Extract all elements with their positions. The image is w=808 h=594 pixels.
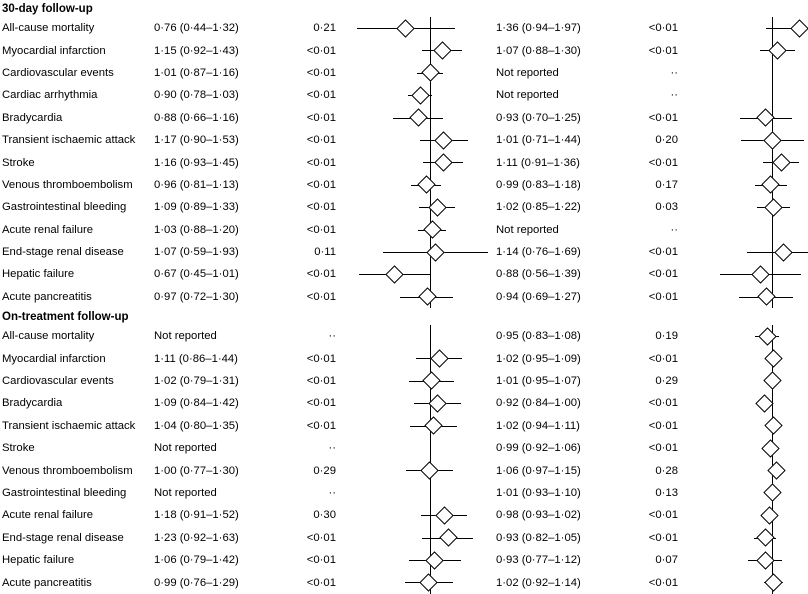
left-p-value: ·· bbox=[328, 442, 336, 455]
outcome-label: Cardiac arrhythmia bbox=[2, 89, 98, 102]
right-p-value: 0·19 bbox=[655, 330, 678, 343]
forest-plot-cell-right bbox=[690, 174, 808, 196]
point-estimate-diamond bbox=[764, 417, 782, 435]
right-estimate-value: 0·99 (0·92–1·06) bbox=[496, 442, 581, 455]
right-p-value: 0·29 bbox=[655, 375, 678, 388]
right-p-value: <0·01 bbox=[648, 531, 678, 544]
forest-plot-cell-left bbox=[348, 219, 496, 241]
point-estimate-diamond bbox=[409, 108, 427, 126]
table-row bbox=[0, 196, 808, 218]
right-p-value: 0·17 bbox=[655, 178, 678, 191]
point-estimate-diamond bbox=[762, 439, 780, 457]
left-estimate-value: 1·23 (0·92–1·63) bbox=[154, 531, 239, 544]
reference-line bbox=[772, 62, 773, 84]
forest-plot-cell-right bbox=[690, 39, 808, 61]
left-p-value: <0·01 bbox=[306, 554, 336, 567]
right-estimate-value: 1·01 (0·71–1·44) bbox=[496, 134, 581, 147]
point-estimate-diamond bbox=[385, 265, 403, 283]
point-estimate-diamond bbox=[755, 394, 773, 412]
outcome-label: Cardiovascular events bbox=[2, 375, 114, 388]
reference-line bbox=[772, 84, 773, 106]
outcome-label: All-cause mortality bbox=[2, 22, 95, 35]
right-estimate-value: 1·14 (0·76–1·69) bbox=[496, 246, 581, 259]
left-p-value: <0·01 bbox=[306, 66, 336, 79]
left-estimate-value: 1·09 (0·89–1·33) bbox=[154, 201, 239, 214]
right-estimate-value: 0·88 (0·56–1·39) bbox=[496, 268, 581, 281]
right-p-value: <0·01 bbox=[648, 22, 678, 35]
forest-plot-cell-right bbox=[690, 504, 808, 526]
outcome-label: Cardiovascular events bbox=[2, 66, 114, 79]
table-row bbox=[0, 17, 808, 39]
forest-plot-cell-left bbox=[348, 549, 496, 571]
right-p-value: <0·01 bbox=[648, 246, 678, 259]
table-row bbox=[0, 241, 808, 263]
forest-plot-cell-right bbox=[690, 151, 808, 173]
forest-plot-cell-left bbox=[348, 482, 496, 504]
point-estimate-diamond bbox=[763, 484, 781, 502]
point-estimate-diamond bbox=[761, 506, 779, 524]
right-estimate-value: 0·99 (0·83–1·18) bbox=[496, 178, 581, 191]
left-estimate-value: 1·02 (0·79–1·31) bbox=[154, 375, 239, 388]
forest-plot-cell-left bbox=[348, 527, 496, 549]
forest-plot-cell-right bbox=[690, 370, 808, 392]
right-p-value: 0·28 bbox=[655, 464, 678, 477]
reference-line bbox=[430, 325, 431, 347]
outcome-label: Hepatic failure bbox=[2, 268, 75, 281]
forest-plot-cell-left bbox=[348, 415, 496, 437]
right-estimate-value: 0·93 (0·70–1·25) bbox=[496, 111, 581, 124]
right-estimate-value: 1·02 (0·85–1·22) bbox=[496, 201, 581, 214]
forest-plot-cell-right bbox=[690, 549, 808, 571]
right-estimate-value: Not reported bbox=[496, 89, 559, 102]
left-p-value: <0·01 bbox=[306, 201, 336, 214]
forest-plot-cell-left bbox=[348, 39, 496, 61]
right-estimate-value: 1·36 (0·94–1·97) bbox=[496, 22, 581, 35]
outcome-label: Acute renal failure bbox=[2, 223, 94, 236]
right-estimate-value: 1·11 (0·91–1·36) bbox=[496, 156, 580, 169]
forest-plot-cell-right bbox=[690, 437, 808, 459]
left-p-value: <0·01 bbox=[306, 134, 336, 147]
left-p-value: <0·01 bbox=[306, 268, 336, 281]
point-estimate-diamond bbox=[768, 461, 786, 479]
table-row bbox=[0, 459, 808, 481]
right-p-value: <0·01 bbox=[648, 419, 678, 432]
right-p-value: ·· bbox=[670, 66, 678, 79]
left-estimate-value: Not reported bbox=[154, 487, 217, 499]
forest-plot-cell-right bbox=[690, 107, 808, 129]
table-row bbox=[0, 437, 808, 459]
point-estimate-diamond bbox=[424, 417, 442, 435]
left-p-value: <0·01 bbox=[306, 111, 336, 124]
forest-plot-cell-right bbox=[690, 325, 808, 347]
forest-plot-cell-right bbox=[690, 129, 808, 151]
point-estimate-diamond bbox=[430, 349, 448, 367]
table-row bbox=[0, 107, 808, 129]
table-row bbox=[0, 370, 808, 392]
table-row bbox=[0, 219, 808, 241]
outcome-label: All-cause mortality bbox=[2, 330, 95, 343]
left-estimate-value: Not reported bbox=[154, 442, 217, 455]
left-p-value: <0·01 bbox=[306, 290, 336, 303]
forest-plot-cell-left bbox=[348, 571, 496, 593]
reference-line bbox=[772, 219, 773, 241]
left-estimate-value: 1·18 (0·91–1·52) bbox=[154, 509, 239, 522]
left-p-value: <0·01 bbox=[306, 352, 336, 365]
forest-plot-cell-left bbox=[348, 62, 496, 84]
right-p-value: 0·07 bbox=[655, 554, 678, 567]
left-estimate-value: 0·97 (0·72–1·30) bbox=[154, 290, 239, 303]
forest-plot-cell-left bbox=[348, 241, 496, 263]
right-estimate-value: 0·92 (0·84–1·00) bbox=[496, 397, 581, 410]
outcome-label: Transient ischaemic attack bbox=[2, 134, 136, 147]
forest-plot-cell-left bbox=[348, 151, 496, 173]
left-estimate-value: 1·03 (0·88–1·20) bbox=[154, 223, 239, 236]
right-estimate-value: 1·02 (0·94–1·11) bbox=[496, 419, 580, 432]
point-estimate-diamond bbox=[421, 461, 439, 479]
outcome-label: Bradycardia bbox=[2, 397, 63, 410]
outcome-label: Hepatic failure bbox=[2, 554, 75, 567]
point-estimate-diamond bbox=[764, 198, 782, 216]
forest-plot-cell-left bbox=[348, 347, 496, 369]
point-estimate-diamond bbox=[411, 86, 429, 104]
left-p-value: 0·29 bbox=[313, 464, 336, 477]
outcome-label: Myocardial infarction bbox=[2, 44, 106, 57]
forest-plot-cell-right bbox=[690, 482, 808, 504]
left-estimate-value: Not reported bbox=[154, 330, 217, 343]
right-p-value: <0·01 bbox=[648, 576, 678, 589]
table-row bbox=[0, 347, 808, 369]
forest-plot-cell-right bbox=[690, 347, 808, 369]
outcome-label: Acute renal failure bbox=[2, 509, 94, 522]
outcome-label: Transient ischaemic attack bbox=[2, 419, 136, 432]
forest-plot-cell-right bbox=[690, 263, 808, 285]
left-estimate-value: 1·01 (0·87–1·16) bbox=[154, 66, 239, 79]
right-p-value: <0·01 bbox=[648, 44, 678, 57]
left-p-value: <0·01 bbox=[306, 156, 336, 169]
right-estimate-value: Not reported bbox=[496, 66, 559, 79]
outcome-label: End-stage renal disease bbox=[2, 246, 124, 259]
table-row bbox=[0, 62, 808, 84]
right-estimate-value: 1·01 (0·95–1·07) bbox=[496, 375, 581, 388]
point-estimate-diamond bbox=[423, 220, 441, 238]
outcome-label: Stroke bbox=[2, 442, 35, 455]
right-p-value: 0·20 bbox=[655, 134, 678, 147]
forest-plot-cell-left bbox=[348, 437, 496, 459]
point-estimate-diamond bbox=[428, 394, 446, 412]
left-p-value: <0·01 bbox=[306, 178, 336, 191]
table-row bbox=[0, 39, 808, 61]
left-p-value: <0·01 bbox=[306, 89, 336, 102]
forest-plot-cell-left bbox=[348, 174, 496, 196]
right-p-value: <0·01 bbox=[648, 509, 678, 522]
point-estimate-diamond bbox=[433, 41, 451, 59]
point-estimate-diamond bbox=[764, 573, 782, 591]
point-estimate-diamond bbox=[428, 198, 446, 216]
point-estimate-diamond bbox=[774, 243, 792, 261]
point-estimate-diamond bbox=[763, 372, 781, 390]
left-estimate-value: 1·09 (0·84–1·42) bbox=[154, 397, 239, 410]
forest-plot-cell-left bbox=[348, 325, 496, 347]
point-estimate-diamond bbox=[762, 176, 780, 194]
point-estimate-diamond bbox=[763, 131, 781, 149]
right-p-value: 0·13 bbox=[655, 487, 678, 499]
section-header: 30-day follow-up bbox=[2, 2, 93, 15]
right-p-value: ·· bbox=[670, 89, 678, 102]
right-estimate-value: 0·98 (0·93–1·02) bbox=[496, 509, 581, 522]
table-row bbox=[0, 129, 808, 151]
forest-plot-cell-right bbox=[690, 219, 808, 241]
right-p-value: <0·01 bbox=[648, 111, 678, 124]
right-p-value: <0·01 bbox=[648, 397, 678, 410]
table-row bbox=[0, 571, 808, 593]
table-row bbox=[0, 263, 808, 285]
outcome-label: Myocardial infarction bbox=[2, 352, 106, 365]
left-estimate-value: 1·17 (0·90–1·53) bbox=[154, 134, 239, 147]
forest-plot-cell-right bbox=[690, 415, 808, 437]
left-p-value: 0·30 bbox=[313, 509, 336, 522]
point-estimate-diamond bbox=[435, 131, 453, 149]
right-estimate-value: Not reported bbox=[496, 223, 559, 236]
left-estimate-value: 1·06 (0·79–1·42) bbox=[154, 554, 239, 567]
left-p-value: <0·01 bbox=[306, 44, 336, 57]
table-row bbox=[0, 549, 808, 571]
outcome-label: Gastrointestinal bleeding bbox=[2, 201, 127, 214]
left-p-value: <0·01 bbox=[306, 576, 336, 589]
right-estimate-value: 1·07 (0·88–1·30) bbox=[496, 44, 581, 57]
forest-plot-cell-right bbox=[690, 84, 808, 106]
point-estimate-diamond bbox=[418, 288, 436, 306]
right-p-value: <0·01 bbox=[648, 442, 678, 455]
forest-plot-cell-right bbox=[690, 241, 808, 263]
right-estimate-value: 0·93 (0·82–1·05) bbox=[496, 531, 581, 544]
right-p-value: <0·01 bbox=[648, 352, 678, 365]
left-p-value: <0·01 bbox=[306, 397, 336, 410]
forest-plot-cell-left bbox=[348, 286, 496, 308]
right-estimate-value: 1·01 (0·93–1·10) bbox=[496, 487, 581, 499]
left-p-value: ·· bbox=[328, 487, 336, 499]
right-estimate-value: 0·94 (0·69–1·27) bbox=[496, 290, 581, 303]
forest-plot-cell-right bbox=[690, 392, 808, 414]
point-estimate-diamond bbox=[790, 19, 808, 37]
right-estimate-value: 1·02 (0·92–1·14) bbox=[496, 576, 581, 589]
forest-plot-cell-left bbox=[348, 392, 496, 414]
point-estimate-diamond bbox=[422, 372, 440, 390]
right-p-value: 0·03 bbox=[655, 201, 678, 214]
forest-plot-cell-left bbox=[348, 504, 496, 526]
table-row bbox=[0, 392, 808, 414]
forest-plot-cell-left bbox=[348, 17, 496, 39]
right-estimate-value: 0·95 (0·83–1·08) bbox=[496, 330, 581, 343]
forest-plot-cell-left bbox=[348, 196, 496, 218]
left-estimate-value: 1·00 (0·77–1·30) bbox=[154, 464, 239, 477]
forest-plot-cell-left bbox=[348, 129, 496, 151]
point-estimate-diamond bbox=[396, 19, 414, 37]
point-estimate-diamond bbox=[420, 573, 438, 591]
left-p-value: <0·01 bbox=[306, 531, 336, 544]
left-estimate-value: 0·96 (0·81–1·13) bbox=[154, 178, 239, 191]
forest-plot-cell-left bbox=[348, 263, 496, 285]
left-p-value: <0·01 bbox=[306, 419, 336, 432]
outcome-label: Gastrointestinal bleeding bbox=[2, 487, 127, 499]
right-estimate-value: 1·06 (0·97–1·15) bbox=[496, 464, 581, 477]
point-estimate-diamond bbox=[426, 551, 444, 569]
table-row bbox=[0, 527, 808, 549]
left-estimate-value: 0·76 (0·44–1·32) bbox=[154, 22, 239, 35]
forest-plot-cell-right bbox=[690, 527, 808, 549]
left-estimate-value: 0·99 (0·76–1·29) bbox=[154, 576, 239, 589]
forest-plot-cell-left bbox=[348, 370, 496, 392]
forest-plot-cell-left bbox=[348, 84, 496, 106]
point-estimate-diamond bbox=[772, 153, 790, 171]
left-estimate-value: 1·04 (0·80–1·35) bbox=[154, 419, 239, 432]
table-row bbox=[0, 415, 808, 437]
point-estimate-diamond bbox=[421, 64, 439, 82]
left-estimate-value: 1·16 (0·93–1·45) bbox=[154, 156, 239, 169]
right-p-value: <0·01 bbox=[648, 268, 678, 281]
forest-plot-cell-left bbox=[348, 107, 496, 129]
left-p-value: 0·21 bbox=[313, 22, 336, 35]
reference-line bbox=[430, 437, 431, 459]
table-row bbox=[0, 174, 808, 196]
right-estimate-value: 0·93 (0·77–1·12) bbox=[496, 554, 581, 567]
forest-plot-cell-right bbox=[690, 571, 808, 593]
forest-plot-cell-right bbox=[690, 459, 808, 481]
left-p-value: <0·01 bbox=[306, 223, 336, 236]
left-estimate-value: 1·07 (0·59–1·93) bbox=[154, 246, 239, 259]
left-estimate-value: 0·90 (0·78–1·03) bbox=[154, 89, 239, 102]
point-estimate-diamond bbox=[758, 327, 776, 345]
left-estimate-value: 1·15 (0·92–1·43) bbox=[154, 44, 239, 57]
outcome-label: Acute pancreatitis bbox=[2, 576, 92, 589]
forest-plot-cell-right bbox=[690, 286, 808, 308]
outcome-label: Acute pancreatitis bbox=[2, 290, 92, 303]
forest-plot-cell-right bbox=[690, 196, 808, 218]
left-estimate-value: 1·11 (0·86–1·44) bbox=[154, 352, 238, 365]
table-row bbox=[0, 286, 808, 308]
forest-plot-cell-right bbox=[690, 17, 808, 39]
point-estimate-diamond bbox=[417, 176, 435, 194]
forest-plot-cell-left bbox=[348, 459, 496, 481]
left-p-value: <0·01 bbox=[306, 375, 336, 388]
forest-plot-cell-right bbox=[690, 62, 808, 84]
point-estimate-diamond bbox=[751, 265, 769, 283]
table-row bbox=[0, 325, 808, 347]
outcome-label: Stroke bbox=[2, 156, 35, 169]
right-p-value: ·· bbox=[670, 223, 678, 236]
outcome-label: Venous thromboembolism bbox=[2, 178, 133, 191]
outcome-label: End-stage renal disease bbox=[2, 531, 124, 544]
outcome-label: Bradycardia bbox=[2, 111, 63, 124]
reference-line bbox=[430, 482, 431, 504]
left-p-value: ·· bbox=[328, 330, 336, 343]
table-row bbox=[0, 504, 808, 526]
table-row bbox=[0, 84, 808, 106]
table-row bbox=[0, 482, 808, 504]
section-header: On-treatment follow-up bbox=[2, 310, 129, 323]
right-estimate-value: 1·02 (0·95–1·09) bbox=[496, 352, 581, 365]
left-estimate-value: 0·88 (0·66–1·16) bbox=[154, 111, 239, 124]
point-estimate-diamond bbox=[434, 153, 452, 171]
outcome-label: Venous thromboembolism bbox=[2, 464, 133, 477]
point-estimate-diamond bbox=[764, 349, 782, 367]
point-estimate-diamond bbox=[435, 506, 453, 524]
right-p-value: <0·01 bbox=[648, 156, 678, 169]
point-estimate-diamond bbox=[439, 528, 457, 546]
table-row bbox=[0, 151, 808, 173]
left-estimate-value: 0·67 (0·45–1·01) bbox=[154, 268, 239, 281]
left-p-value: 0·11 bbox=[314, 246, 336, 259]
right-p-value: <0·01 bbox=[648, 290, 678, 303]
